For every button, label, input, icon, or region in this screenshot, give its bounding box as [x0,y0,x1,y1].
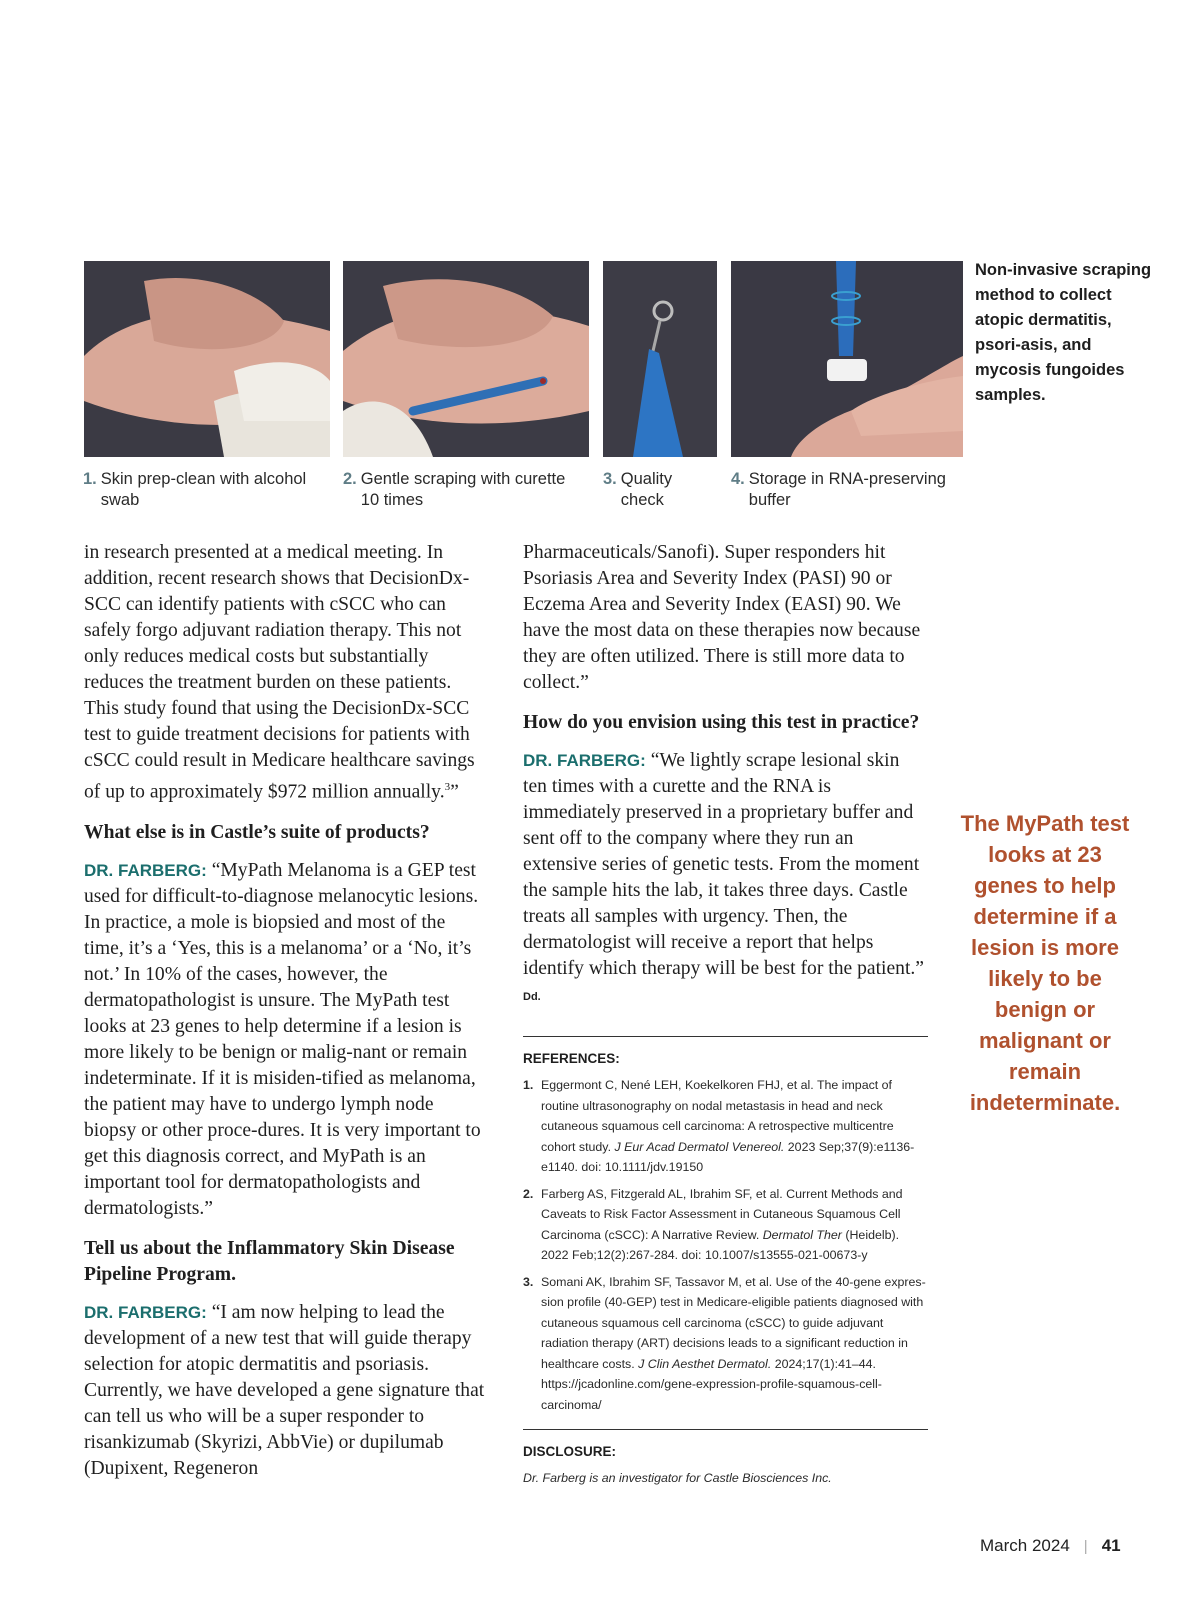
caption-text: Skin prep-clean with alcohol swab [100,470,307,509]
closing-quote: ” [450,781,459,803]
question-heading: How do you envision using this test in practice? [523,712,920,733]
left-column [84,540,489,1496]
references-heading: REFERENCES: [523,1051,620,1066]
caption-4 [731,469,951,511]
reference-authors-title: Eggermont C, Nené LEH, Koekelkoren FHJ, et al. The impact of routine ultrasonography on nodal metastasis in head and neck cutaneous squamous cell carcinoma: A retrospective multicentre cohort study. [541,1078,894,1154]
answer-text: “I am now helping to lead the development of a new test that will guide therapy selection for atopic dermatitis and psoriasis. Currently, we have developed a gene signature that can tell us who will be a super responder to risankizumab (Skyrizi, AbbVie) or dupilumab (Dupixent, Regeneron [84,1301,485,1479]
answer-paragraph [523,748,928,1010]
reference-journal: Dermatol Ther [762,1227,842,1242]
page-number: 41 [1101,1536,1121,1555]
paragraph-text: in research presented at a medical meeting. In addition, recent research shows that DecisionDx-SCC can identify patients with cSCC who can safely forgo adjuvant radiation therapy. This not only reduces medical costs but substantially reduces the treatment burden on these patients. This study found that using the DecisionDx-SCC test to guide treatment decisions for patients with cSCC could result in Medicare healthcare savings of up to approximately $972 million annually. [84,542,475,803]
caption-number: 2. [343,470,357,488]
caption-text: Storage in RNA-preserving buffer [748,470,946,509]
caption-number: 4. [731,470,745,488]
caption-text: Gentle scraping with curette 10 times [360,470,566,509]
reference-number: 3. [523,1274,534,1289]
answer-text: “MyPath Melanoma is a GEP test used for difficult-to-diagnose melanocytic lesions. In practice, a mole is biopsied and most of the time, it’s a ‘Yes, this is a melanoma’ or a ‘No, it’s not.’ In 10% of the cases, however, the dermatopathologist is unsure. The MyPath test looks at 23 genes to help determine if a lesion is more likely to be benign or malig-nant or remain indeterminate. If it is misiden-tified as melanoma, the patient may have to undergo lymph node biopsy or other proce-dures. It is very important to get this diagnosis correct, and MyPath is an important tool for dermatopathologists and dermatologists.” [84,859,481,1219]
reference-journal: J Clin Aesthet Dermatol. [638,1356,772,1371]
reference-text [541,1272,928,1416]
references-divider [523,1036,928,1037]
reference-journal: J Eur Acad Dermatol Venereol. [614,1139,785,1154]
reference-item [523,1184,928,1266]
answer-paragraph [84,1300,489,1482]
question-heading: Tell us about the Inflammatory Skin Disease Pipeline Program. [84,1237,455,1285]
pull-quote: The MyPath test looks at 23 genes to help determine if a lesion is more likely to be benign or malignant or remain indeterminate. [960,811,1130,1115]
photo-storage [731,261,963,457]
reference-authors-title: Somani AK, Ibrahim SF, Tassavor M, et al. Use of the 40-gene expres-sion profile (40-GEP) test in Medicare-eligible patients diagnosed with cutaneous squamous cell carcinoma (cSCC) to guide adjuvant radiation therapy (ART) decisions leads to a significant reduction in healthcare costs. [541,1274,926,1371]
reference-number: 1. [523,1078,534,1092]
body-paragraph: Pharmaceuticals/Sanofi). Super responders hit Psoriasis Area and Severity Index (PASI) 90 or Eczema Area and Severity Index (EASI) 90. We have the most data on these therapies now because they are often utilized. There is still more data to collect.” [523,542,921,693]
reference-item [523,1075,928,1178]
page-footer [980,1536,1121,1556]
photo-quality-check [603,261,717,457]
speaker-label: DR. FARBERG: [84,1302,207,1322]
skin-prep-image [84,261,330,457]
speaker-label: DR. FARBERG: [84,860,207,880]
caption-number: 1. [83,470,97,488]
answer-paragraph [84,858,489,1222]
reference-citation: (Heidelb). 2022 Feb;12(2):267-284. doi: 10.1007/s13555-021-00673-y [541,1227,900,1262]
disclosure-text: Dr. Farberg is an investigator for Castle Biosciences Inc. [523,1471,832,1485]
reference-text [541,1075,928,1178]
caption-text: Quality check [620,470,673,509]
citation-superscript: 3 [444,781,451,793]
references-list [523,1075,928,1415]
reference-authors-title: Farberg AS, Fitzgerald AL, Ibrahim SF, et al. Current Methods and Caveats to Risk Factor Assessment in Cutaneous Squamous Cell Carcinoma (cSCC): A Narrative Review. [541,1186,903,1242]
caption-2 [343,469,583,511]
caption-1 [83,469,323,511]
disclosure-heading: DISCLOSURE: [523,1444,617,1459]
footer-separator: | [1083,1537,1088,1555]
photo-skin-prep [84,261,330,457]
photo-side-note: Non-invasive scraping method to collect atopic dermatitis, psori-asis, and mycosis fungoides samples. [975,261,1152,404]
scraping-image [343,261,589,457]
caption-number: 3. [603,470,617,488]
question-heading: What else is in Castle’s suite of products? [84,821,430,843]
reference-item [523,1272,928,1416]
quality-check-image [603,261,717,457]
body-paragraph [84,540,489,806]
end-mark: Dd. [523,991,541,1003]
photo-scraping [343,261,589,457]
reference-number: 2. [523,1186,534,1201]
issue-date: March 2024 [980,1536,1070,1555]
reference-text [541,1184,928,1266]
reference-citation: 2023 Sep;37(9):e1136-e1140. doi: 10.1111/jdv.19150 [541,1139,915,1174]
reference-citation: 2024;17(1):41–44. https://jcadonline.com/gene-expression-profile-squamous-cell-carcinoma/ [541,1356,882,1412]
storage-image [731,261,963,457]
right-column [523,540,928,1488]
disclosure-divider [523,1429,928,1430]
speaker-label: DR. FARBERG: [523,751,646,770]
answer-text: “We lightly scrape lesional skin ten times with a curette and the RNA is immediately preserved in a proprietary buffer and sent off to the company where they run an extensive series of genetic tests. From the moment the sample hits the lab, it takes three days. Castle treats all samples with urgency. Then, the dermatologist will receive a report that helps identify which therapy will be best for the patient.” [523,750,925,979]
caption-3 [603,469,698,511]
